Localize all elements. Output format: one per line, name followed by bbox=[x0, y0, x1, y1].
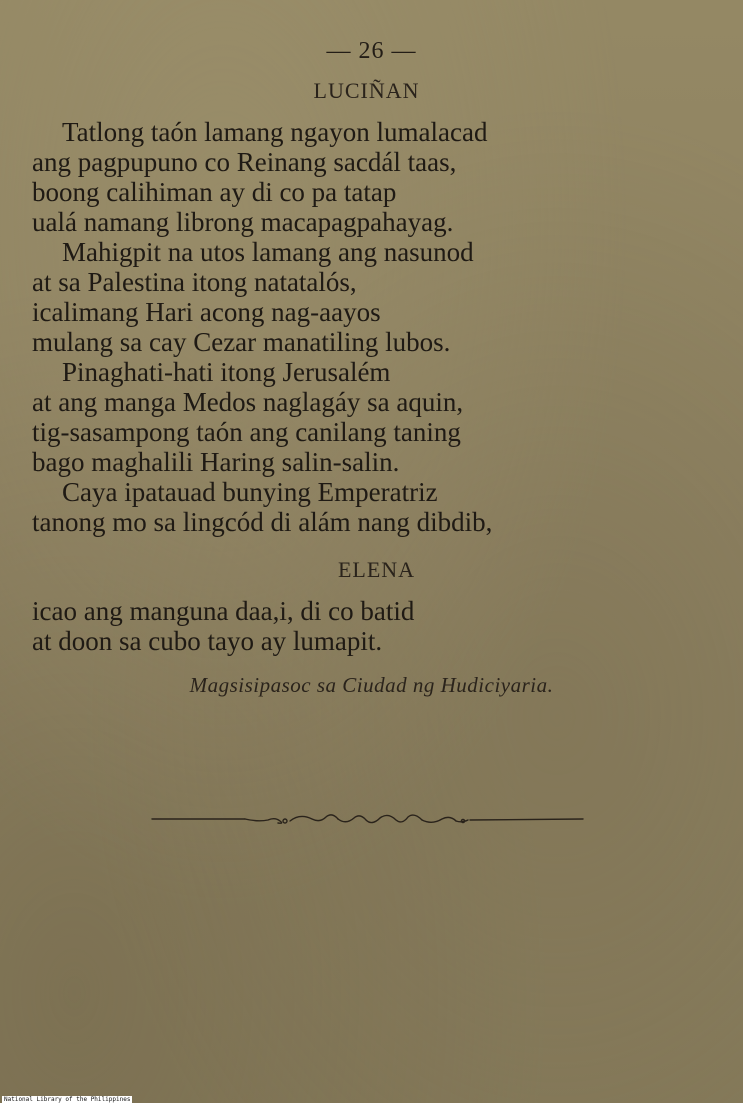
verse-line: at ang manga Medos naglagáy sa aquin, bbox=[32, 387, 464, 417]
verse-line: at doon sa cubo tayo ay lumapit. bbox=[32, 626, 383, 656]
verse-line: boong calihiman ay di co pa tatap bbox=[32, 177, 397, 207]
verse-block bbox=[32, 117, 722, 537]
verse-line: Mahigpit na utos lamang ang nasunod bbox=[62, 237, 474, 267]
verse-line: Tatlong taón lamang ngayon lumalacad bbox=[62, 117, 488, 147]
verse-line: ualá namang librong macapagpahayag. bbox=[32, 207, 454, 237]
page-number: — 26 — bbox=[326, 38, 417, 64]
verse-line: at sa Palestina itong natatalós, bbox=[32, 267, 357, 297]
stage-direction: Magsisipasoc sa Ciudad ng Hudiciyaria. bbox=[189, 673, 554, 697]
verse-block bbox=[32, 596, 722, 656]
verse-line: Caya ipatauad bunying Emperatriz bbox=[62, 477, 438, 507]
speaker-name-elena: ELENA bbox=[337, 557, 416, 582]
flourish-divider-icon bbox=[150, 805, 585, 835]
library-credit: National Library of the Philippines bbox=[4, 1096, 131, 1103]
verse-line: bago maghalili Haring salin-salin. bbox=[32, 447, 400, 477]
verse-line: icalimang Hari acong nag-aayos bbox=[32, 297, 381, 327]
verse-line: Pinaghati-hati itong Jerusalém bbox=[62, 357, 391, 387]
verse-line: ang pagpupuno co Reinang sacdál taas, bbox=[32, 147, 457, 177]
verse-line: icao ang manguna daa,i, di co batid bbox=[32, 596, 415, 626]
speaker-name-lucinan: LUCIÑAN bbox=[313, 78, 420, 103]
verse-line: mulang sa cay Cezar manatiling lubos. bbox=[32, 327, 451, 357]
verse-line: tanong mo sa lingcód di alám nang dibdib, bbox=[32, 507, 493, 537]
verse-line: tig-sasampong taón ang canilang taning bbox=[32, 417, 461, 447]
